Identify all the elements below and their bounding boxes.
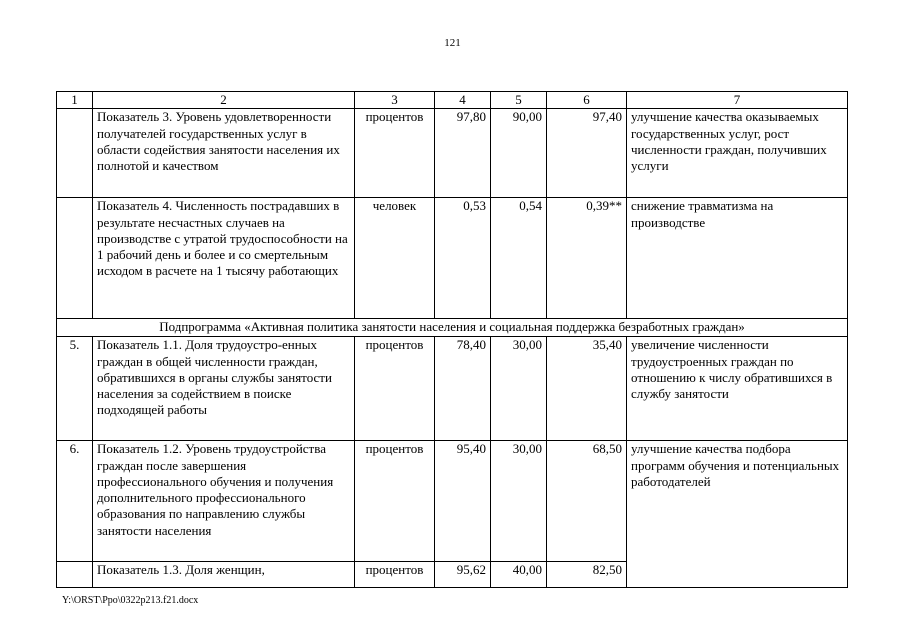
row-number: [57, 109, 93, 198]
indicator-name: Показатель 3. Уровень удовлетворенности получателей государственных услуг в области содействия занятости населения их полнотой и качеством: [93, 109, 355, 198]
table-row: [57, 109, 848, 198]
value-col4: 95,40: [435, 441, 491, 562]
subprogram-title: Подпрограмма «Активная политика занятости населения и социальная поддержка безработных граждан»: [57, 319, 848, 337]
table-row: [57, 562, 848, 588]
header-cell: 6: [547, 92, 627, 109]
value-col5: 30,00: [491, 337, 547, 441]
value-col6: 35,40: [547, 337, 627, 441]
unit-cell: процентов: [355, 562, 435, 588]
header-cell: 3: [355, 92, 435, 109]
indicator-name: Показатель 1.2. Уровень трудоустройства граждан после завершения профессионального обучения и получения дополнительного профессионального образования по направлению службы занятости населения: [93, 441, 355, 562]
row-number: [57, 562, 93, 588]
header-cell: 4: [435, 92, 491, 109]
effect-cell: улучшение качества оказываемых государственных услуг, рост численности граждан, получивших услуги: [627, 109, 848, 198]
file-path-footer: Y:\ORST\Ppo\0322p213.f21.docx: [62, 595, 199, 606]
indicator-name: Показатель 4. Численность пострадавших в результате несчастных случаев на производстве с утратой трудоспособности на 1 рабочий день и более и со смертельным исходом в расчете на 1 тысячу работающих: [93, 198, 355, 319]
value-col6: 82,50: [547, 562, 627, 588]
effect-cell: [627, 562, 848, 588]
table-row: [57, 337, 848, 441]
value-col4: 95,62: [435, 562, 491, 588]
unit-cell: процентов: [355, 337, 435, 441]
effect-cell: увеличение численности трудоустроенных граждан по отношению к числу обратившихся в службу занятости: [627, 337, 848, 441]
row-number: 6.: [57, 441, 93, 562]
header-cell: 2: [93, 92, 355, 109]
value-col5: 40,00: [491, 562, 547, 588]
header-cell: 5: [491, 92, 547, 109]
value-col4: 0,53: [435, 198, 491, 319]
value-col6: 68,50: [547, 441, 627, 562]
unit-cell: процентов: [355, 441, 435, 562]
value-col5: 30,00: [491, 441, 547, 562]
table-row: [57, 198, 848, 319]
effect-cell: улучшение качества подбора программ обучения и потенциальных работодателей: [627, 441, 848, 562]
unit-cell: человек: [355, 198, 435, 319]
indicator-name: Показатель 1.1. Доля трудоустро-енных граждан в общей численности граждан, обратившихся в органы службы занятости населения за содействием в поиске подходящей работы: [93, 337, 355, 441]
header-cell: 1: [57, 92, 93, 109]
value-col4: 78,40: [435, 337, 491, 441]
header-cell: 7: [627, 92, 848, 109]
indicator-name: Показатель 1.3. Доля женщин,: [93, 562, 355, 588]
subprogram-row: [57, 319, 848, 337]
page-number: 121: [444, 37, 461, 49]
value-col4: 97,80: [435, 109, 491, 198]
indicators-table: [56, 91, 848, 588]
table-row: [57, 441, 848, 562]
unit-cell: процентов: [355, 109, 435, 198]
value-col5: 90,00: [491, 109, 547, 198]
value-col5: 0,54: [491, 198, 547, 319]
value-col6: 0,39**: [547, 198, 627, 319]
row-number: 5.: [57, 337, 93, 441]
effect-cell: снижение травматизма на производстве: [627, 198, 848, 319]
row-number: [57, 198, 93, 319]
table-header-row: [57, 92, 848, 109]
value-col6: 97,40: [547, 109, 627, 198]
